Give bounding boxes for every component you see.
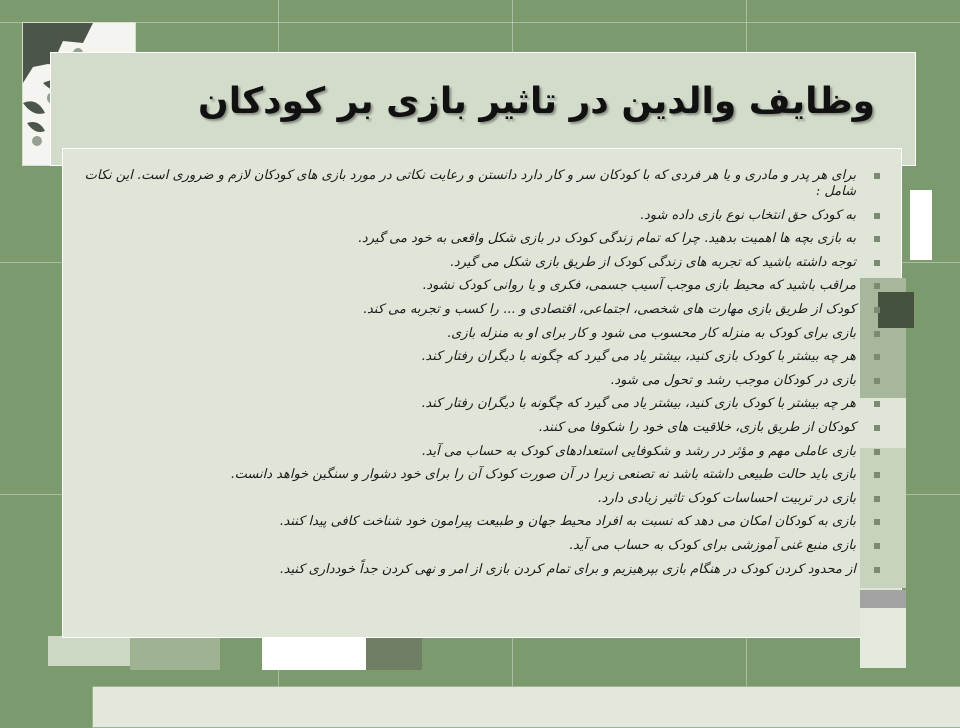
list-item-text: بازی در کودکان موجب رشد و تحول می شود. (610, 372, 856, 388)
grid-line (0, 22, 960, 23)
list-item-text: از محدود کردن کودک در هنگام بازی بپرهیزیم و برای تمام کردن بازی از امر و نهی کردن جداً خودداری کنید. (279, 561, 856, 577)
slide-title: وظایف والدین در تاثیر بازی بر کودکان (197, 81, 875, 122)
list-item-text: بازی عاملی مهم و مؤثر در رشد و شکوفایی استعدادهای کودک به حساب می آید. (421, 443, 856, 459)
list-item-text: بازی منبع غنی آموزشی برای کودک به حساب می آید. (568, 537, 856, 553)
decor-square (262, 636, 366, 670)
list-item-text: توجه داشته باشید که تجربه های زندگی کودک از طریق بازی شکل می گیرد. (449, 254, 856, 270)
list-item-text: هر چه بیشتر با کودک بازی کنید، بیشتر یاد می گیرد که چگونه با دیگران رفتار کند. (421, 396, 856, 412)
bullet-icon (874, 307, 880, 313)
list-item-text: کودکان از طریق بازی، خلاقیت های خود را شکوفا می کنند. (538, 419, 856, 435)
list-item (80, 444, 890, 460)
list-item (80, 168, 890, 200)
list-item (80, 278, 890, 294)
list-item-text: کودک از طریق بازی مهارت های شخصی، اجتماعی، اقتصادی و ... را کسب و تجربه می کند. (362, 301, 856, 317)
list-item-text: به کودک حق انتخاب نوع بازی داده شود. (639, 207, 856, 223)
bottom-band (92, 686, 960, 728)
bottom-strip (0, 686, 92, 720)
decor-square (48, 636, 130, 666)
list-item-text: مراقب باشید که محیط بازی موجب آسیب جسمی، فکری و یا روانی کودک نشود. (422, 278, 856, 294)
bullet-icon (874, 331, 880, 337)
list-item (80, 396, 890, 412)
bullet-icon (874, 260, 880, 266)
list-item-text: هر چه بیشتر با کودک بازی کنید، بیشتر یاد می گیرد که چگونه با دیگران رفتار کند. (421, 349, 856, 365)
list-item (80, 538, 890, 554)
list-item (80, 255, 890, 271)
bullet-icon (874, 213, 880, 219)
list-item (80, 562, 890, 578)
list-item-text: به بازی بچه ها اهمیت بدهید. چرا که تمام زندگی کودک در بازی شکل واقعی به خود می گیرد. (357, 231, 856, 247)
bullet-icon (874, 173, 880, 179)
list-item-text: بازی برای کودک به منزله کار محسوب می شود و کار برای او به منزله بازی. (447, 325, 856, 341)
bullet-list (80, 168, 890, 585)
bullet-icon (874, 378, 880, 384)
bullet-icon (874, 496, 880, 502)
bullet-icon (874, 449, 880, 455)
list-item (80, 231, 890, 247)
decor-square (366, 636, 422, 670)
list-item-text: برای هر پدر و مادری و یا هر فردی که با کودکان سر و کار دارد دانستن و رعایت نکاتی در مورد بازی های کودکان لازم و ضروری است. این نکات شامل : (84, 168, 856, 199)
list-item (80, 208, 890, 224)
bullet-icon (874, 543, 880, 549)
decor-square (130, 636, 220, 670)
list-item-text: بازی در تربیت احساسات کودک تاثیر زیادی دارد. (597, 490, 856, 506)
list-item (80, 514, 890, 530)
list-item-text: بازی به کودکان امکان می دهد که نسبت به افراد محیط جهان و طبیعت پیرامون خود شناخت کافی پیدا کنند. (279, 514, 856, 530)
bullet-icon (874, 401, 880, 407)
list-item (80, 420, 890, 436)
bullet-icon (874, 425, 880, 431)
list-item (80, 491, 890, 507)
list-item (80, 326, 890, 342)
list-item-text: بازی باید حالت طبیعی داشته باشد نه تصنعی زیرا در آن صورت کودک آن را برای خود دشوار و سنگین خواهد دانست. (230, 467, 856, 483)
list-item (80, 467, 890, 483)
bullet-icon (874, 472, 880, 478)
bullet-icon (874, 354, 880, 360)
list-item (80, 302, 890, 318)
list-item (80, 349, 890, 365)
bullet-icon (874, 519, 880, 525)
decor-square (910, 190, 932, 260)
bullet-icon (874, 236, 880, 242)
bullet-icon (874, 567, 880, 573)
list-item (80, 373, 890, 389)
decor-block (860, 608, 906, 668)
bullet-icon (874, 283, 880, 289)
decor-block (860, 590, 906, 608)
